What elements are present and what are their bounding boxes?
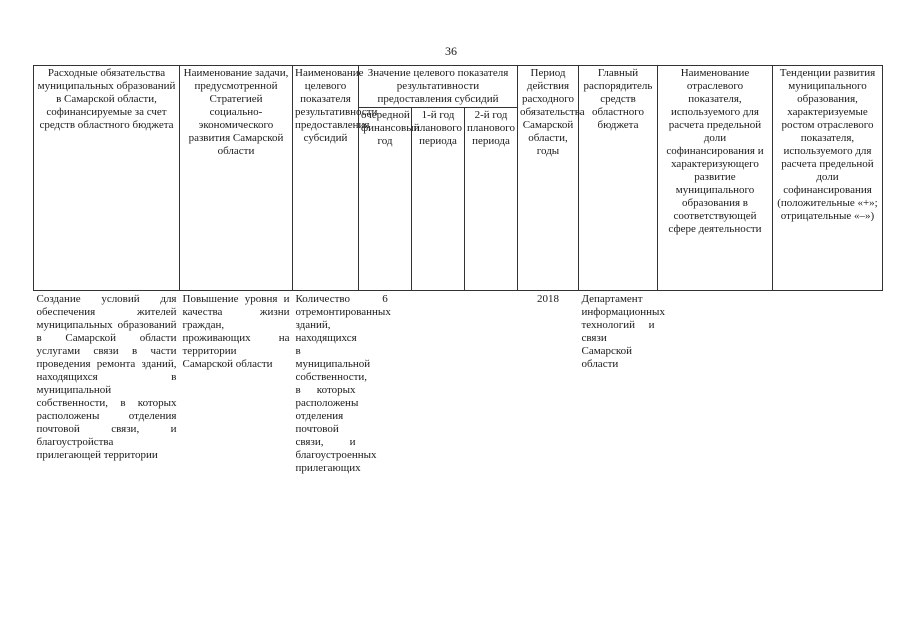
header-next-year: очередной финансовый год xyxy=(359,108,412,291)
header-target-value-group: Значение целевого показателя результативности предоставления субсидий xyxy=(359,66,518,108)
header-expenditure: Расходные обязательства муниципальных образований в Самарской области, софинансируемые за счет средств областного бюджета xyxy=(34,66,180,291)
header-plan-year-2: 2-й год планового периода xyxy=(465,108,518,291)
cell-manager: Департамент информационных технологий и связи Самарской области xyxy=(581,293,665,370)
cell-task: Повышение уровня и качества жизни граждан, проживающих на территории Самарской области xyxy=(182,293,290,370)
header-sector-indicator: Наименование отраслевого показателя, используемого для расчета предельной доли софинансирования и характеризующего развитие муниципального образования в соответствующей сфере деятельности xyxy=(658,66,773,291)
cell-expenditure: Создание условий для обеспечения жителей муниципальных образований в Самарской области услугами связи в части проведения ремонта зданий, находящихся в муниципальной собственности, в которых расположены отделения почтовой связи, и благоустройства прилегающей территории xyxy=(36,293,177,461)
table-body xyxy=(34,291,883,616)
header-plan-year-1: 1-й год планового периода xyxy=(412,108,465,291)
table-row xyxy=(34,291,883,616)
cell-plan-year-1 xyxy=(412,291,465,616)
cell-plan-year-2 xyxy=(465,291,518,616)
header-task: Наименование задачи, предусмотренной Стратегией социально-экономического развития Самарской области xyxy=(180,66,293,291)
header-indicator: Наименование целевого показателя результативности предоставления субсидий xyxy=(293,66,359,291)
cell-next-year: 6 xyxy=(382,293,388,305)
subsidy-table-grid xyxy=(33,65,883,615)
cell-indicator: Количество отремонтированных зданий, находящихся в муниципальной собственности, в которых расположены отделения почтовой связи, и благоустроенных прилегающих xyxy=(295,293,391,474)
subsidy-table xyxy=(33,65,882,615)
header-period: Период действия расходного обязательства Самарской области, годы xyxy=(518,66,579,291)
table-header xyxy=(34,66,883,291)
header-trends: Тенденции развития муниципального образования, характеризуемые ростом отраслевого показателя, используемого для расчета предельной доли софинансирования (положительные «+»; отрицательные «–») xyxy=(773,66,883,291)
cell-period: 2018 xyxy=(537,293,559,305)
cell-trends xyxy=(773,291,883,616)
header-manager: Главный распорядитель средств областного бюджета xyxy=(579,66,658,291)
cell-sector-indicator xyxy=(658,291,773,616)
page-number: 36 xyxy=(445,44,457,58)
